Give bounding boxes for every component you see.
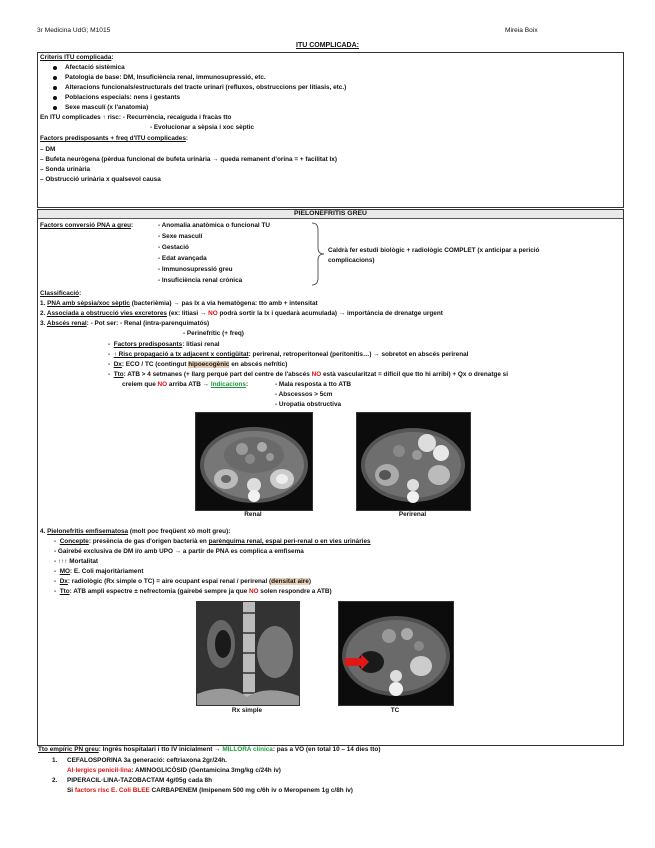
factors-heading: Factors predisposants + freq d'ITU complicades [40,135,186,142]
emf-tto: - Tto: ATB ampli espectre ± nefrectomia (gairebé sempre ja que NO solen respondre a ATB) [54,588,332,595]
section-bar: PIELONEFRITIS GREU [38,210,623,219]
criteris-heading-colon: : [111,54,114,61]
abscess-factors-text: : litiasi renal [182,341,220,348]
allergy-text: : AMINOGLICÒSID (Gentamicina 3mg/kg c/24h iv) [131,767,281,774]
factor-item-4: – Obstrucció urinària x qualsevol causa [40,176,161,183]
criteris-bullet-text: Alteracions funcionals/estructurals del tracte urinari (refluxos, obstruccions per litiasis, etc.) [65,84,347,91]
class-item-1 [40,300,318,308]
conv-heading-line [40,222,133,230]
class-item-2-num: 2. [40,310,47,317]
abscess-factors-term: Factors predisposants [113,341,183,348]
criteris-bullet-3 [65,84,346,92]
emf-tto-term: Tto [59,588,70,595]
emf-mo-term: MO [59,568,70,575]
conv-item-1: - Anomalia anatòmica o funcional TU [158,222,270,229]
empiric-item-1: CEFALOSPORINA 3a generació: ceftriaxona 2gr/24h. [67,757,227,764]
emf-dx-text-a: : radiològic (Rx simple o TC) = aire ocupant espai renal / perirenal ( [67,578,272,585]
emf-concepte-text: : presència de gas d'origen bacterià en [88,538,209,545]
abscess-tto-text-a: : ATB > 4 setmanes (+ llarg perquè part del centre de l'abscés [123,371,312,378]
indicacio-2: - Abscessos > 5cm [275,391,333,398]
emfisematosa-heading: Pielonefritis emfisematosa [47,528,129,535]
emf-concepte-term: Concepte [59,538,89,545]
indicacions-colon: : [245,381,249,388]
emf-mortalitat: - ↑↑↑ Mortalitat [54,558,99,565]
abscess-tto-text-b: està vascularitzat = difícil que tto hi arribi) + Qx o drenatge si [321,371,509,378]
class-item-1-num: 1. [40,300,48,307]
indicacions-label: Indicacions [210,381,246,388]
empiric-item-1-num: 1. [52,757,58,764]
abscess-risc-text: : perirenal, retroperitoneal (peritonitis…) → sobretot en abscés perirenal [248,351,469,358]
ct-renal-caption: Renal [244,511,262,518]
rx-simple-caption: Rx simple [231,707,263,714]
risc-line-1: En ITU complicades ↑ risc: - Recurrència, recaiguda i fracàs tto [40,114,232,121]
class-item-3-text: : - Pot ser: - Renal (intra-parenquimatós) [86,320,210,327]
tc-caption: TC [390,707,400,714]
indicacio-3: - Uropatia obstructiva [275,401,342,408]
bullet-icon [53,76,57,80]
abscess-dx: - Dx: ECO / TC (contingut hipoecogènic en abscés nefrític) [108,361,288,368]
abscess-dx-text-a: : ECO / TC (contingut [121,361,189,368]
class-item-2-text-a: (ex: litiasi → [166,310,209,317]
criteris-bullet-text: Poblacions especials: nens i gestants [65,94,181,101]
hipoecogenic-highlight: hipoecogènic [188,361,230,368]
conv-result-line-2: complicacions) [328,257,375,264]
empiric-item-2: PIPERACIL·LINA-TAZOBACTAM 4g/05g cada 8h [67,777,212,784]
rx-simple-image [196,601,300,706]
abscess-tto-term: Tto [113,371,124,378]
conv-heading-colon: : [131,222,134,229]
criteris-box [37,52,624,208]
class-item-1-text: (bacterièmia) → pas Ix a via hematògena: tto amb + intensitat [130,300,318,307]
class-item-3-num: 3. [40,320,47,327]
criteris-bullet-text: Patologia de base: DM, Insuficiència renal, immunosupressió, etc. [65,74,266,81]
allergy-highlight: Al·lergics penicil·lina [67,767,132,774]
empiric-item-2-num: 2. [52,777,58,784]
criteris-bullet-text: Sexe masculí (x l'anatomia) [65,104,149,111]
criteris-bullet-5 [65,104,148,112]
emf-concepte: - Concepte: presència de gas d'origen bacterià en parènquima renal, espai peri-renal o en vies urinàries [54,538,371,545]
tc-image [338,601,454,706]
emf-dx-term: Dx [59,578,68,585]
tto-empiric-text-b: : pas a VO (en total 10 – 14 dies tto) [272,746,381,753]
tto-empiric-heading: Tto empíric PN greu [38,746,99,753]
criteris-bullet-2 [65,74,266,82]
emf-tto-text-b: solen respondre a ATB) [258,588,332,595]
abscess-risc: - ↑ Risc propagació a tx adjacent x contigüitat: perirenal, retroperitoneal (peritonitis…) → sobretot en abscés perirenal [108,351,469,358]
risc-line-2: - Evolucionar a sèpsia i xoc sèptic [150,124,255,131]
class-item-2-text-b: podrà sortir la Ix i quedarà acumulada) → importància de drenatge urgent [217,310,443,317]
emf-mo: - MO: E. Coli majoritàriament [54,568,144,575]
emf-dx-text-b: ) [308,578,311,585]
conv-result-line-1: Caldrà fer estudi biològic + radiològic COMPLET (x anticipar a perició [328,247,540,254]
criteris-bullet-text: Afectació sistèmica [65,64,125,71]
pielonefritis-box [37,209,624,746]
empiric-item-2-blee [67,787,353,795]
page-title: ITU COMPLICADA: [296,42,359,49]
abscess-tto-2 [122,381,248,389]
no-highlight: NO [311,371,322,378]
bullet-icon [53,86,57,90]
curly-brace-icon [310,222,330,286]
abscess-perinefritic: - Perinefrític (+ freq) [183,330,244,337]
criteris-bullet-1 [65,64,125,72]
no-highlight: NO [157,381,168,388]
ct-renal-image [195,412,313,511]
criteris-bullet-4 [65,94,180,102]
indicacio-1: - Mala resposta a tto ATB [275,381,351,388]
factor-item-1: – DM [40,146,56,153]
conv-item-3: - Gestació [158,244,189,251]
header-author: Mireia Boix [505,27,538,34]
abscess-risc-term: ↑ Risc propagació a tx adjacent x contigüitat [113,351,249,358]
criteris-heading: Criteris ITU complicada [40,54,112,61]
header-course: 3r Medicina UdG; M1015 [37,27,111,34]
millora-highlight: MILLORA clínica [222,746,273,753]
emf-concepte-location: parènquima renal, espai peri-renal o en vies urinàries [208,538,371,545]
abscess-factors: - Factors predisposants: litiasi renal [108,341,220,348]
blee-text: CARBAPENEM (Imipenem 500 mg c/6h iv o Meropenem 1g c/8h iv) [149,787,353,794]
factors-heading-colon: : [185,135,189,142]
bullet-icon [53,96,57,100]
emfisematosa-heading-text: (molt poc freqüent xò molt greu): [128,528,231,535]
abscess-tto-2-text-a: creiem que [122,381,158,388]
conv-item-5: - Immunosupressió greu [158,266,233,273]
factors-heading-line [40,135,188,143]
conv-item-6: - Insuficiència renal crònica [158,277,243,284]
emf-tto-text-a: : ATB ampli espectre ± nefrectomia (gairebé sempre ja que [69,588,249,595]
empiric-item-1-allergy [67,767,281,775]
ct-perirenal-caption: Perirenal [398,511,427,518]
class-item-1-term: PNA amb sèpsia/xoc sèptic [47,300,130,307]
densitat-aire-highlight: densitat aire [271,578,309,585]
class-item-3-term: Abscés renal [46,320,87,327]
classificacio-heading-colon: : [79,290,82,297]
no-highlight: NO [248,588,259,595]
tto-empiric-text-a: : Ingrés hospitalari i tto IV inicialment → [98,746,223,753]
blee-prefix: Si [67,787,75,794]
factor-item-2: – Bufeta neurògena (pèrdua funcional de bufeta urinària → queda remanent d'orina = + facilitat Ix) [40,156,337,163]
classificacio-heading-line [40,290,81,298]
emf-dx: - Dx: radiològic (Rx simple o TC) = aire ocupant espai renal / perirenal (densitat aire) [54,578,311,585]
class-item-2 [40,310,443,318]
no-highlight: NO [208,310,218,317]
abscess-tto-2-text-b: arriba ATB → [167,381,211,388]
class-item-3 [40,320,209,328]
abscess-dx-text-b: en abscés nefrític) [229,361,288,368]
emf-dm: - Gairebé exclusiva de DM i/o amb UPO → a partir de PNA es complica a emfisema [54,548,304,555]
emfisematosa-heading-line [40,528,230,536]
factor-item-3: – Sonda urinària [40,166,91,173]
blee-highlight: factors risc E. Coli BLEE [74,787,150,794]
tto-empiric-line [38,746,380,754]
abscess-tto: - Tto: ATB > 4 setmanes (+ llarg perquè part del centre de l'abscés NO està vascularitzat = difícil que tto hi arribi) + Qx o drenatge si [108,371,509,378]
class-item-2-term: Associada a obstrucció vies excretores [46,310,167,317]
bullet-icon [53,106,57,110]
conv-item-2: - Sexe masculí [158,233,203,240]
ct-perirenal-image [356,412,471,511]
conv-item-4: - Edat avançada [158,255,207,262]
classificacio-heading: Classificació [40,290,80,297]
abscess-dx-term: Dx [113,361,122,368]
bullet-icon [53,66,57,70]
conv-heading: Factors conversió PNA a greu [40,222,132,229]
emf-mo-text: : E. Coli majoritàriament [69,568,144,575]
emfisematosa-num: 4. [40,528,48,535]
criteris-heading-line [40,54,114,62]
